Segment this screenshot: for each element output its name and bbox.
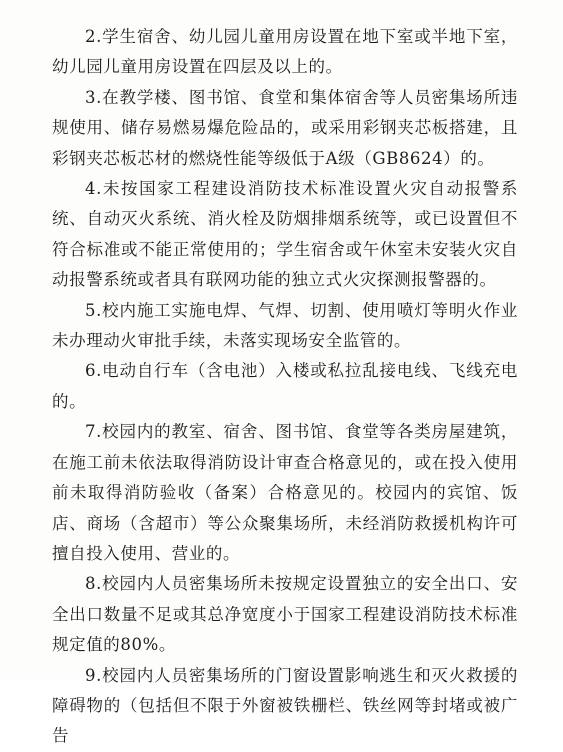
paragraph-item-4: 4.未按国家工程建设消防技术标准设置火灾自动报警系统、自动灭火系统、消火栓及防烟排烟系统等，或已设置但不符合标准或不能正常使用的；学生宿舍或午休室未安装火灾自动报警系统或者具有联网功能的独立式火灾探测报警器的。 bbox=[52, 179, 518, 290]
paragraph-item-3: 3.在教学楼、图书馆、食堂和集体宿舍等人员密集场所违规使用、储存易燃易爆危险品的，或采用彩钢夹芯板搭建，且彩钢夹芯板芯材的燃烧性能等级低于A级（GB8624）的。 bbox=[52, 87, 518, 168]
document-body bbox=[52, 22, 518, 752]
paragraph-item-6: 6.电动自行车（含电池）入楼或私拉乱接电线、飞线充电的。 bbox=[52, 361, 518, 411]
paragraph-item-7: 7.校园内的教室、宿舍、图书馆、食堂等各类房屋建筑，在施工前未依法取得消防设计审查合格意见的，或在投入使用前未取得消防验收（备案）合格意见的。校园内的宾馆、饭店、商场（含超市）等公众聚集场所，未经消防救援机构许可擅自投入使用、营业的。 bbox=[52, 422, 518, 563]
paragraph-item-8: 8.校园内人员密集场所未按规定设置独立的安全出口、安全出口数量不足或其总净宽度小于国家工程建设消防技术标准规定值的80%。 bbox=[52, 574, 518, 655]
paragraph-item-9: 9.校园内人员密集场所的门窗设置影响逃生和灭火救援的障碍物的（包括但不限于外窗被铁栅栏、铁丝网等封堵或被广告 bbox=[52, 665, 518, 746]
paragraph-item-5: 5.校内施工实施电焊、气焊、切割、使用喷灯等明火作业未办理动火审批手续，未落实现场安全监管的。 bbox=[52, 300, 518, 351]
paragraph-item-2: 2.学生宿舍、幼儿园儿童用房设置在地下室或半地下室，幼儿园儿童用房设置在四层及以上的。 bbox=[52, 27, 518, 77]
